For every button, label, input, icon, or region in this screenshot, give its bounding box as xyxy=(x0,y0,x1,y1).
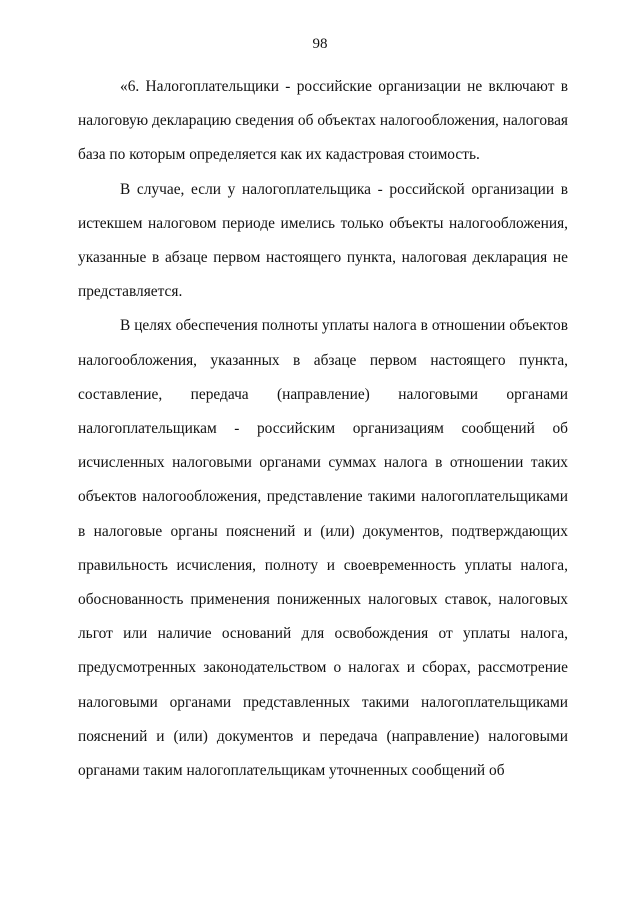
document-body xyxy=(78,70,568,788)
page-number: 98 xyxy=(312,36,328,52)
paragraph-1: «6. Налогоплательщики - российские организации не включают в налоговую декларацию сведения об объектах налогообложения, налоговая база по которым определяется как их кадастровая стоимость. xyxy=(78,78,568,164)
paragraph-3: В целях обеспечения полноты уплаты налога в отношении объектов налогообложения, указанных в абзаце первом настоящего пункта, составление, передача (направление) налоговыми органами налогоплательщикам - российским организациям сообщений об исчисленных налоговыми органами суммах налога в отношении таких объектов налогообложения, представление такими налогоплательщиками в налоговые органы пояснений и (или) документов, подтверждающих правильность исчисления, полноту и своевременность уплаты налога, обоснованность применения пониженных налоговых ставок, налоговых льгот или наличие оснований для освобождения от уплаты налога, предусмотренных законодательством о налогах и сборах, рассмотрение налоговыми органами представленных такими налогоплательщиками пояснений и (или) документов и передача (направление) налоговыми органами таким налогоплательщикам уточненных сообщений об xyxy=(78,317,568,780)
paragraph-2: В случае, если у налогоплательщика - российской организации в истекшем налоговом периоде имелись только объекты налогообложения, указанные в абзаце первом настоящего пункта, налоговая декларация не представляется. xyxy=(78,180,568,301)
